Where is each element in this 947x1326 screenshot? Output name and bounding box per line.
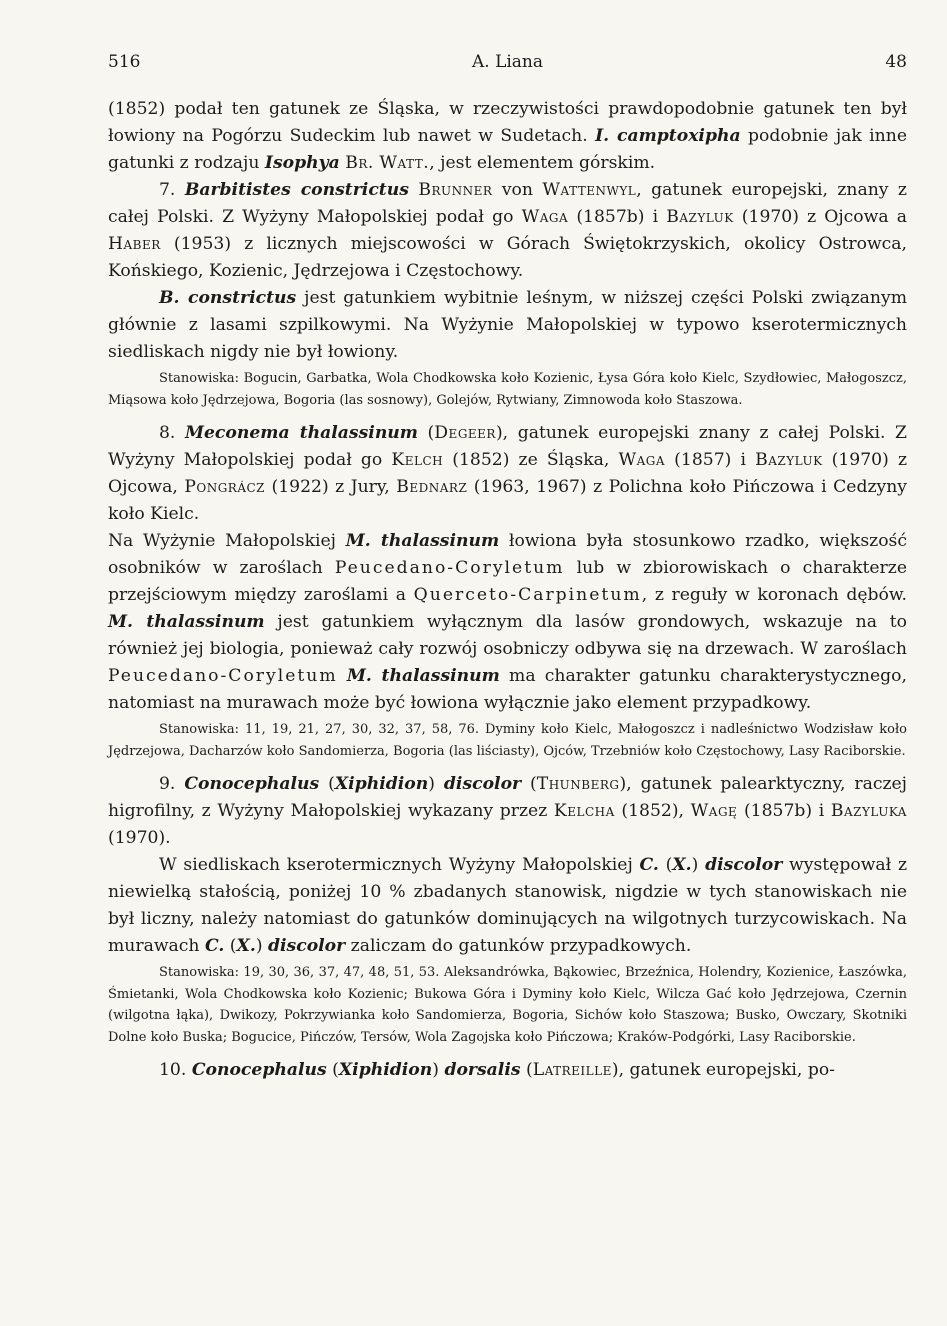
author-name: Haber — [108, 234, 161, 254]
paragraph-gap — [108, 411, 907, 420]
text-run: ( — [520, 1060, 533, 1080]
body-paragraph — [108, 420, 907, 528]
taxon-name: C. — [204, 936, 225, 956]
body-paragraph — [108, 177, 907, 285]
taxon-name: Conocephalus — [184, 774, 320, 794]
author-name: Bazyluk — [666, 207, 734, 227]
author-name: Bednarz — [396, 477, 468, 497]
localities-paragraph — [108, 962, 907, 1048]
text-run: Stanowiska: 19, 30, 36, 37, 47, 48, 51, 53. Aleksandrówka, Bąkowiec, Brzeźnica, Holendry, Kozienice, Łaszówka, Śmietanki, Wola Chodkowska koło Kozienic; Bukowa Góra i Dyminy koło Kielc, Wilcza Gać koło Jędrzejowa, Czernin (wilgotna łąka), Dwikozy, Pokrzywianka koło Sandomierza, Bogoria, Sichów koło Staszowa; Busko, Owczary, Skotniki Dolne koło Buska; Bogucice, Pińczów, Tersów, Wola Zagojska koło Pińczowa; Kraków-Podgórki, Lasy Raciborskie. — [108, 965, 907, 1045]
syntaxon-name: Querceto-Carpinetum — [413, 585, 642, 605]
text-run: jest gatunkiem wyłącznym dla lasów grondowych, wskazuje na to również jej biologia, ponieważ cały rozwój osobniczy odbywa się na drzewach. W zaroślach — [108, 612, 907, 659]
text-run: ), gatunek europejski, po- — [611, 1060, 835, 1080]
taxon-name: B. constrictus — [159, 288, 297, 308]
text-run: (1970). — [108, 828, 171, 848]
text-run: , z reguły w koronach dębów. — [641, 585, 907, 605]
text-run: występował z niewielką stałością, poniżej 10 % zbadanych stanowisk, nigdzie w tych stanowiskach nie był liczny, należy natomiast do gatunków dominujących na wilgotnych turzycowiskach. Na murawach — [108, 855, 908, 956]
author-name: Bazyluk — [755, 450, 823, 470]
taxon-name: C. — [639, 855, 659, 875]
taxon-name: X. — [672, 855, 692, 875]
text-run: (1852), — [614, 801, 691, 821]
text-run: ), gatunek europejski znany z całej Polski. Z Wyżyny Małopolskiej podał go — [108, 423, 907, 470]
text-run: , gatunek europejski, znany z całej Polski. Z Wyżyny Małopolskiej podał go — [108, 180, 907, 227]
text-run: ) — [691, 855, 706, 875]
text-run: Stanowiska: Bogucin, Garbatka, Wola Chodkowska koło Kozienic, Łysa Góra koło Kielc, Szydłowiec, Małogoszcz, Miąsowa koło Jędrzejowa, Bogoria (las sosnowy), Golejów, Rytwiany, Zimnowoda koło Staszowa. — [108, 371, 907, 408]
text-run: 10. — [159, 1060, 192, 1080]
paragraph-gap — [108, 1048, 907, 1057]
body-paragraph — [108, 771, 907, 852]
text-run: lub w zbiorowiskach o charakterze przejściowym między zaroślami a — [108, 558, 907, 605]
taxon-name: M. thalassinum — [108, 612, 265, 632]
author-name: Kelcha — [553, 801, 615, 821]
text-run: (1852) ze Śląska, — [443, 450, 619, 470]
text-run: , jest elementem górskim. — [429, 153, 656, 173]
author-name: Thunberg — [536, 774, 620, 794]
taxon-name: Barbitistes constrictus — [184, 180, 409, 200]
text-run: ), gatunek palearktyczny, raczej higrofilny, z Wyżyny Małopolskiej wykazany przez — [108, 774, 908, 821]
text-run — [409, 180, 418, 200]
syntaxon-name: Peucedano-Coryletum — [108, 666, 338, 686]
taxon-name: M. thalassinum — [345, 531, 500, 551]
text-run: ( — [224, 936, 237, 956]
taxon-name: discolor — [268, 936, 346, 956]
text-run: von — [492, 180, 543, 200]
text-run: 7. — [159, 180, 185, 200]
author-name: Waga — [521, 207, 569, 227]
text-run: (1953) z licznych miejscowości w Górach Świętokrzyskich, okolicy Ostrowca, Końskiego, Kozienic, Jędrzejowa i Częstochowy. — [108, 234, 907, 281]
text-run: (1852) podał ten gatunek ze Śląska, w rzeczywistości prawdopodobnie gatunek ten był łowiony na Pogórzu Sudeckim lub nawet w Sudetach. — [108, 99, 907, 146]
article-body — [108, 96, 907, 1084]
body-paragraph — [108, 852, 907, 960]
text-run: ) — [428, 774, 444, 794]
body-paragraph — [108, 1057, 907, 1084]
page-number: 516 — [108, 52, 141, 72]
author-name: Br. — [345, 153, 374, 173]
author-name: Brunner — [418, 180, 493, 200]
taxon-name: Meconema thalassinum — [184, 423, 418, 443]
text-run: ( — [521, 774, 537, 794]
taxon-name: Xiphidion — [338, 1060, 433, 1080]
running-header — [108, 52, 907, 76]
text-run: (1970) z Ojcowa, — [108, 450, 908, 497]
text-run: (1857) i — [665, 450, 756, 470]
taxon-name: Xiphidion — [334, 774, 429, 794]
text-run: ( — [319, 774, 335, 794]
author-name: Kelch — [391, 450, 444, 470]
body-paragraph — [108, 96, 907, 177]
text-run: zaliczam do gatunków przypadkowych. — [345, 936, 692, 956]
syntaxon-name: Peucedano-Coryletum — [334, 558, 565, 578]
text-run: ( — [658, 855, 673, 875]
author-name: Bazyluka — [830, 801, 907, 821]
taxon-name: X. — [236, 936, 256, 956]
author-name: Pongrácz — [184, 477, 266, 497]
text-run: Na Wyżynie Małopolskiej — [108, 531, 346, 551]
taxon-name: Conocephalus — [191, 1060, 327, 1080]
taxon-name: dorsalis — [444, 1060, 521, 1080]
text-run: 8. — [159, 423, 185, 443]
author-name: Watt. — [379, 153, 430, 173]
text-run: ma charakter gatunku charakterystycznego, natomiast na murawach może być łowiona wyłącznie jako element przypadkowy. — [108, 666, 907, 713]
taxon-name: discolor — [443, 774, 522, 794]
text-run: podobnie jak inne gatunki z rodzaju — [108, 126, 907, 173]
text-run: łowiona była stosunkowo rzadko, większość osobników w zaroślach — [108, 531, 907, 578]
body-paragraph — [108, 285, 907, 366]
text-run: ) — [255, 936, 268, 956]
text-run: (1857b) i — [737, 801, 831, 821]
taxon-name: discolor — [705, 855, 783, 875]
text-run: W siedliskach kserotermicznych Wyżyny Małopolskiej — [159, 855, 640, 875]
author-name: Latreille — [532, 1060, 612, 1080]
text-run: (1963, 1967) z Polichna koło Pińczowa i Cedzyny koło Kielc. — [108, 477, 907, 524]
text-run: ( — [418, 423, 435, 443]
text-run: ) — [432, 1060, 445, 1080]
running-title: A. Liana — [471, 52, 544, 72]
text-run: (1922) z Jury, — [265, 477, 397, 497]
text-run: (1970) z Ojcowa a — [733, 207, 907, 227]
paragraph-gap — [108, 762, 907, 771]
text-run: Stanowiska: 11, 19, 21, 27, 30, 32, 37, 58, 76. Dyminy koło Kielc, Małogoszcz i nadleśnictwo Wodzisław koło Jędrzejowa, Dacharzów koło Sandomierza, Bogoria (las liściasty), Ojców, Trzebniów koło Częstochowy, Lasy Raciborskie. — [108, 722, 907, 759]
localities-paragraph — [108, 719, 907, 762]
issue-number: 48 — [885, 52, 907, 72]
author-name: Wagę — [690, 801, 738, 821]
text-run: jest gatunkiem wybitnie leśnym, w niższej części Polski związanym głównie z lasami szpilkowymi. Na Wyżynie Małopolskiej w typowo kserotermicznych siedliskach nigdy nie był łowiony. — [108, 288, 908, 362]
taxon-name: M. thalassinum — [346, 666, 500, 686]
text-run: ( — [326, 1060, 339, 1080]
taxon-name: Isophya — [264, 153, 340, 173]
author-name: Degeer — [434, 423, 496, 443]
text-run: 9. — [159, 774, 185, 794]
localities-paragraph — [108, 368, 907, 411]
author-name: Waga — [618, 450, 666, 470]
author-name: Wattenwyl — [542, 180, 637, 200]
taxon-name: I. camptoxipha — [595, 126, 741, 146]
text-run — [338, 666, 347, 686]
body-paragraph — [108, 528, 907, 717]
text-run: (1857b) i — [568, 207, 667, 227]
